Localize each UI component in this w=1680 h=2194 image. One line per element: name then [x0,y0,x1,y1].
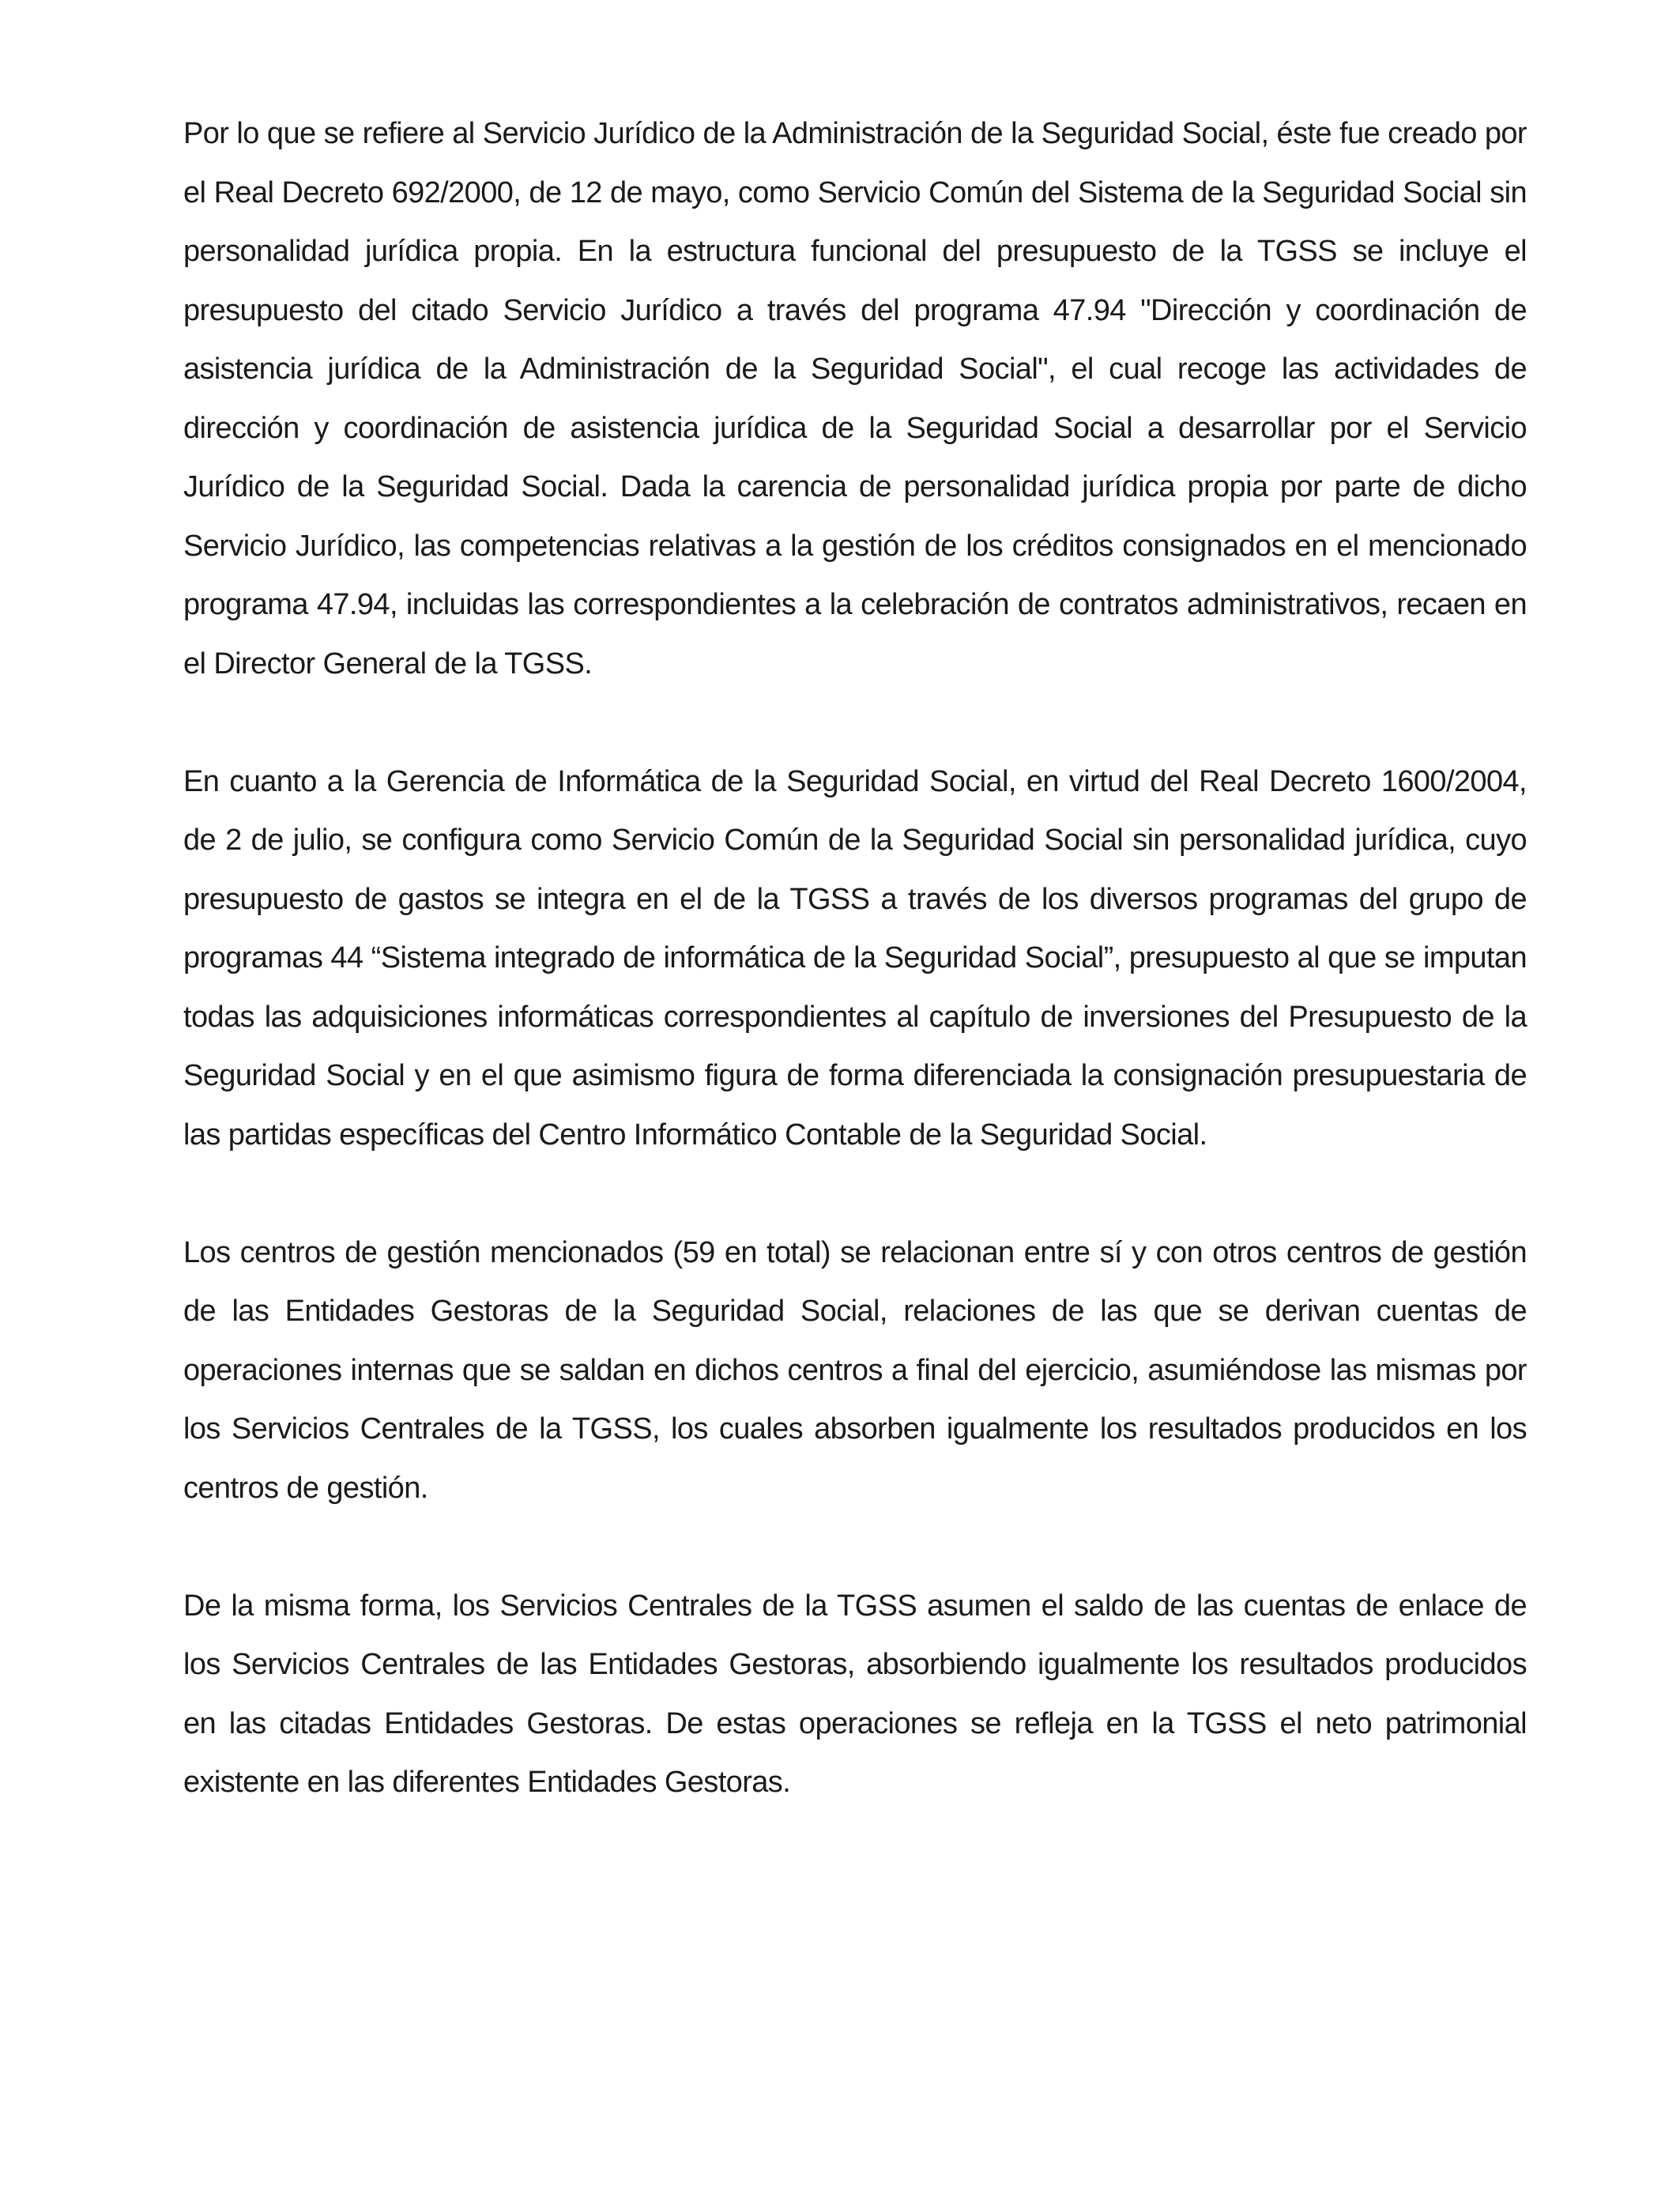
paragraph-centros-gestion: Los centros de gestión mencionados (59 en total) se relacionan entre sí y con otros centros de gestión de las Entidades Gestoras de la Seguridad Social, relaciones de las que se derivan cuentas de operaciones internas que se saldan en dichos centros a final del ejercicio, asumiéndose las mismas por los Servicios Centrales de la TGSS, los cuales absorben igualmente los resultados producidos en los centros de gestión. [183,1235,1527,1505]
paragraph-gerencia-informatica: En cuanto a la Gerencia de Informática de la Seguridad Social, en virtud del Real Decreto 1600/2004, de 2 de julio, se configura como Servicio Común de la Seguridad Social sin personalidad jurídica, cuyo presupuesto de gastos se integra en el de la TGSS a través de los diversos programas del grupo de programas 44 “Sistema integrado de informática de la Seguridad Social”, presupuesto al que se imputan todas las adquisiciones informáticas correspondientes al capítulo de inversiones del Presupuesto de la Seguridad Social y en el que asimismo figura de forma diferenciada la consignación presupuestaria de las partidas específicas del Centro Informático Contable de la Seguridad Social. [183,764,1527,1152]
document-body [183,104,1527,1812]
paragraph-servicio-juridico: Por lo que se refiere al Servicio Jurídico de la Administración de la Seguridad Social, éste fue creado por el Real Decreto 692/2000, de 12 de mayo, como Servicio Común del Sistema de la Seguridad Social sin personalidad jurídica propia. En la estructura funcional del presupuesto de la TGSS se incluye el presupuesto del citado Servicio Jurídico a través del programa 47.94 "Dirección y coordinación de asistencia jurídica de la Administración de la Seguridad Social", el cual recoge las actividades de dirección y coordinación de asistencia jurídica de la Seguridad Social a desarrollar por el Servicio Jurídico de la Seguridad Social. Dada la carencia de personalidad jurídica propia por parte de dicho Servicio Jurídico, las competencias relativas a la gestión de los créditos consignados en el mencionado programa 47.94, incluidas las correspondientes a la celebración de contratos administrativos, recaen en el Director General de la TGSS. [183,117,1527,680]
paragraph-servicios-centrales: De la misma forma, los Servicios Centrales de la TGSS asumen el saldo de las cuentas de enlace de los Servicios Centrales de las Entidades Gestoras, absorbiendo igualmente los resultados producidos en las citadas Entidades Gestoras. De estas operaciones se refleja en la TGSS el neto patrimonial existente en las diferentes Entidades Gestoras. [183,1589,1527,1799]
